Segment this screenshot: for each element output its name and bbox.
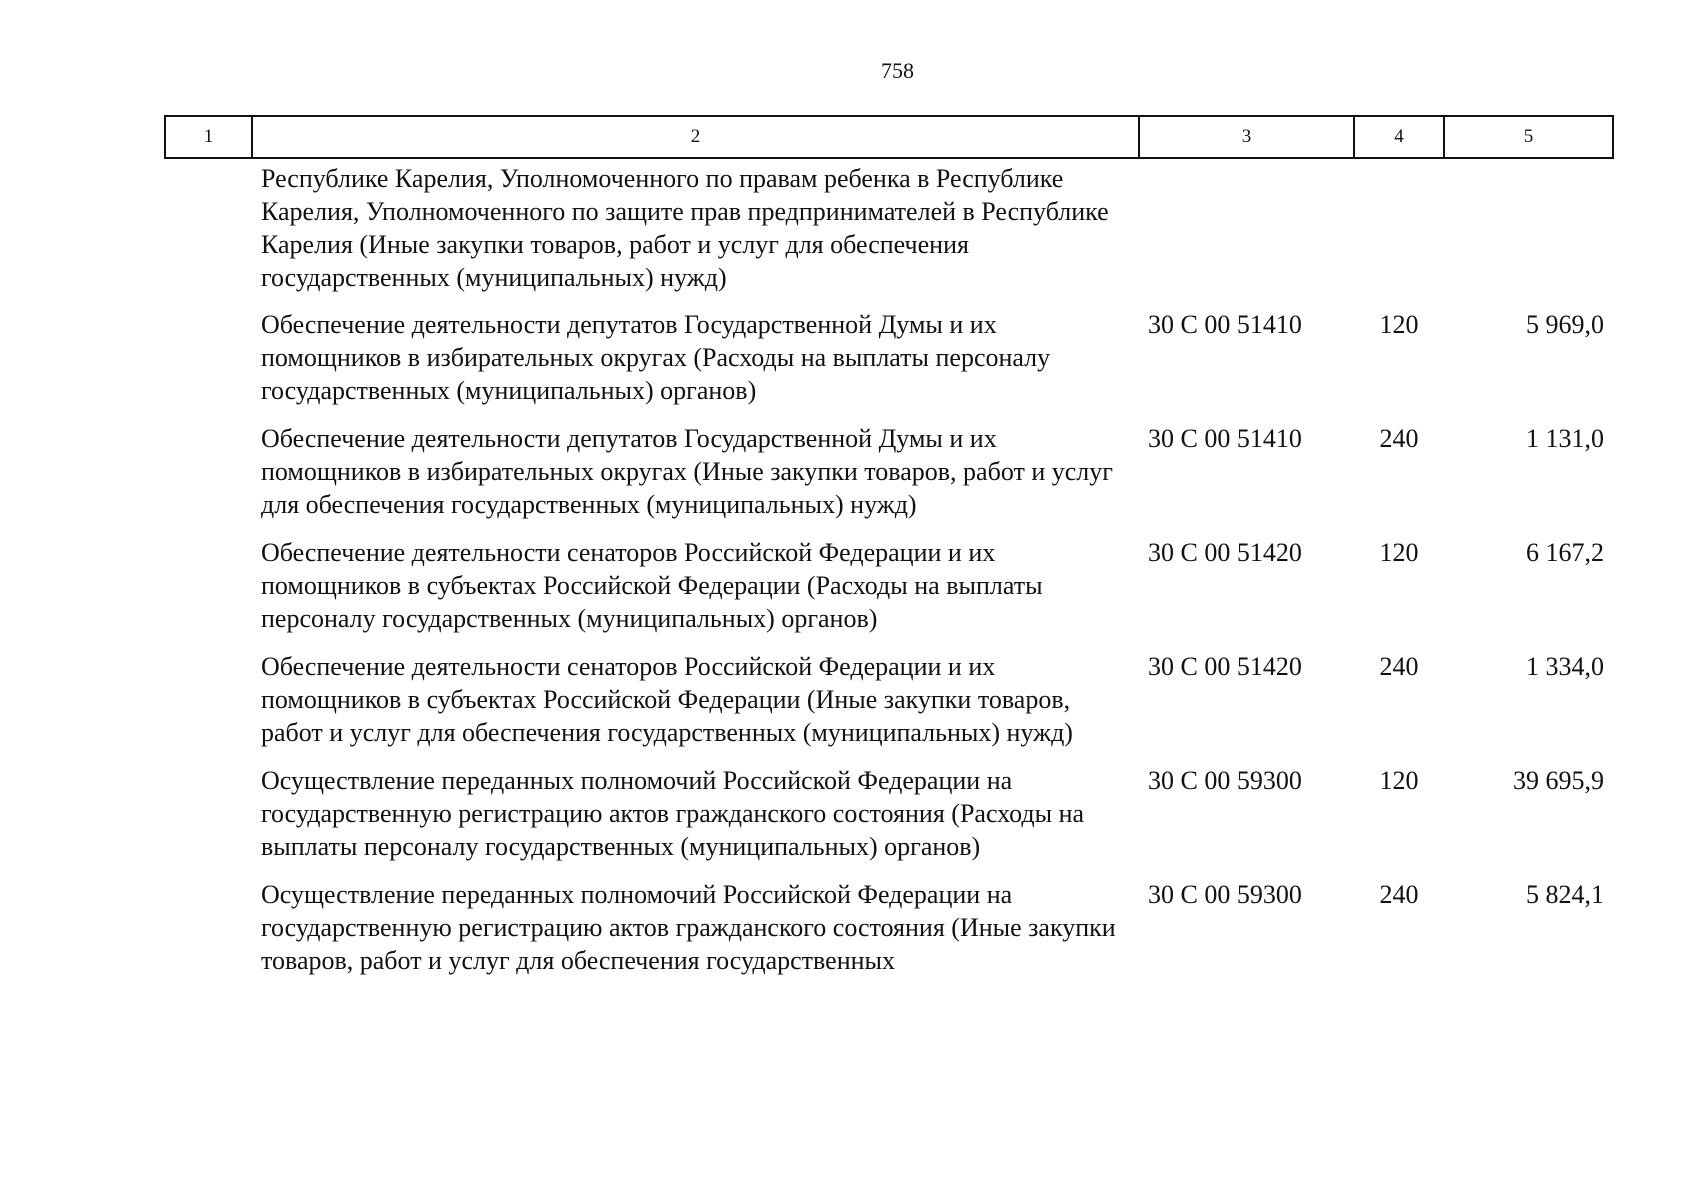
- column-header-1: 1: [165, 116, 252, 158]
- header-row: [165, 116, 1613, 158]
- page-number: 758: [881, 58, 914, 83]
- target-article-cell: 30 С 00 51410: [1148, 424, 1302, 453]
- target-article-cell: 30 С 00 59300: [1148, 880, 1302, 909]
- table-header: [165, 116, 1613, 158]
- expense-type-cell: 240: [1379, 652, 1419, 681]
- amount-cell: 5 824,1: [1526, 880, 1604, 909]
- table-row: [165, 764, 1613, 878]
- amount-cell: 1 334,0: [1526, 652, 1604, 681]
- description-cell: Осуществление переданных полномочий Российской Федерации на государственную регистрацию актов гражданского состояния (Расходы на выплаты персоналу государственных (муниципальных) органов): [261, 766, 1085, 861]
- description-cell: Обеспечение деятельности сенаторов Российской Федерации и их помощников в субъектах Российской Федерации (Расходы на выплаты персоналу государственных (муниципальных) органов): [261, 538, 1043, 633]
- row-number-cell: [165, 422, 252, 536]
- column-header-2: 2: [252, 116, 1139, 158]
- amount-cell: 6 167,2: [1526, 538, 1604, 567]
- budget-table: [164, 115, 1614, 977]
- row-number-cell: [165, 158, 252, 308]
- expense-type-cell: [1354, 158, 1444, 308]
- target-article-cell: 30 С 00 51420: [1148, 538, 1302, 567]
- target-article-cell: [1139, 158, 1354, 308]
- description-cell: Обеспечение деятельности депутатов Государственной Думы и их помощников в избирательных округах (Расходы на выплаты персоналу государственных (муниципальных) органов): [261, 310, 1051, 405]
- row-number-cell: [165, 308, 252, 422]
- table-row: [165, 158, 1613, 308]
- table-row: [165, 878, 1613, 977]
- amount-cell: [1444, 158, 1613, 308]
- expense-type-cell: 120: [1379, 538, 1419, 567]
- table-row: [165, 422, 1613, 536]
- amount-cell: 5 969,0: [1526, 310, 1604, 339]
- expense-type-cell: 240: [1379, 424, 1419, 453]
- table-row: [165, 308, 1613, 422]
- column-header-5: 5: [1444, 116, 1613, 158]
- amount-cell: 1 131,0: [1526, 424, 1604, 453]
- row-number-cell: [165, 650, 252, 764]
- target-article-cell: 30 С 00 59300: [1148, 766, 1302, 795]
- amount-cell: 39 695,9: [1513, 766, 1604, 795]
- row-number-cell: [165, 878, 252, 977]
- target-article-cell: 30 С 00 51410: [1148, 310, 1302, 339]
- row-number-cell: [165, 764, 252, 878]
- expense-type-cell: 120: [1379, 766, 1419, 795]
- description-cell: Обеспечение деятельности депутатов Государственной Думы и их помощников в избирательных округах (Иные закупки товаров, работ и услуг для обеспечения государственных (муниципальных) нужд): [261, 424, 1113, 519]
- expense-type-cell: 120: [1379, 310, 1419, 339]
- target-article-cell: 30 С 00 51420: [1148, 652, 1302, 681]
- expense-type-cell: 240: [1379, 880, 1419, 909]
- column-header-3: 3: [1139, 116, 1354, 158]
- row-number-cell: [165, 536, 252, 650]
- description-cell: Осуществление переданных полномочий Российской Федерации на государственную регистрацию актов гражданского состояния (Иные закупки товаров, работ и услуг для обеспечения государственных: [261, 880, 1116, 975]
- table-row: [165, 536, 1613, 650]
- table-row: [165, 650, 1613, 764]
- description-cell: Обеспечение деятельности сенаторов Российской Федерации и их помощников в субъектах Российской Федерации (Иные закупки товаров, работ и услуг для обеспечения государственных (муниципальных) нужд): [261, 652, 1073, 747]
- table-body: [165, 158, 1613, 977]
- column-header-4: 4: [1354, 116, 1444, 158]
- description-cell: Республике Карелия, Уполномоченного по правам ребенка в Республике Карелия, Уполномоченного по защите прав предпринимателей в Республике Карелия (Иные закупки товаров, работ и услуг для обеспечения государственных (муниципальных) нужд): [261, 164, 1109, 292]
